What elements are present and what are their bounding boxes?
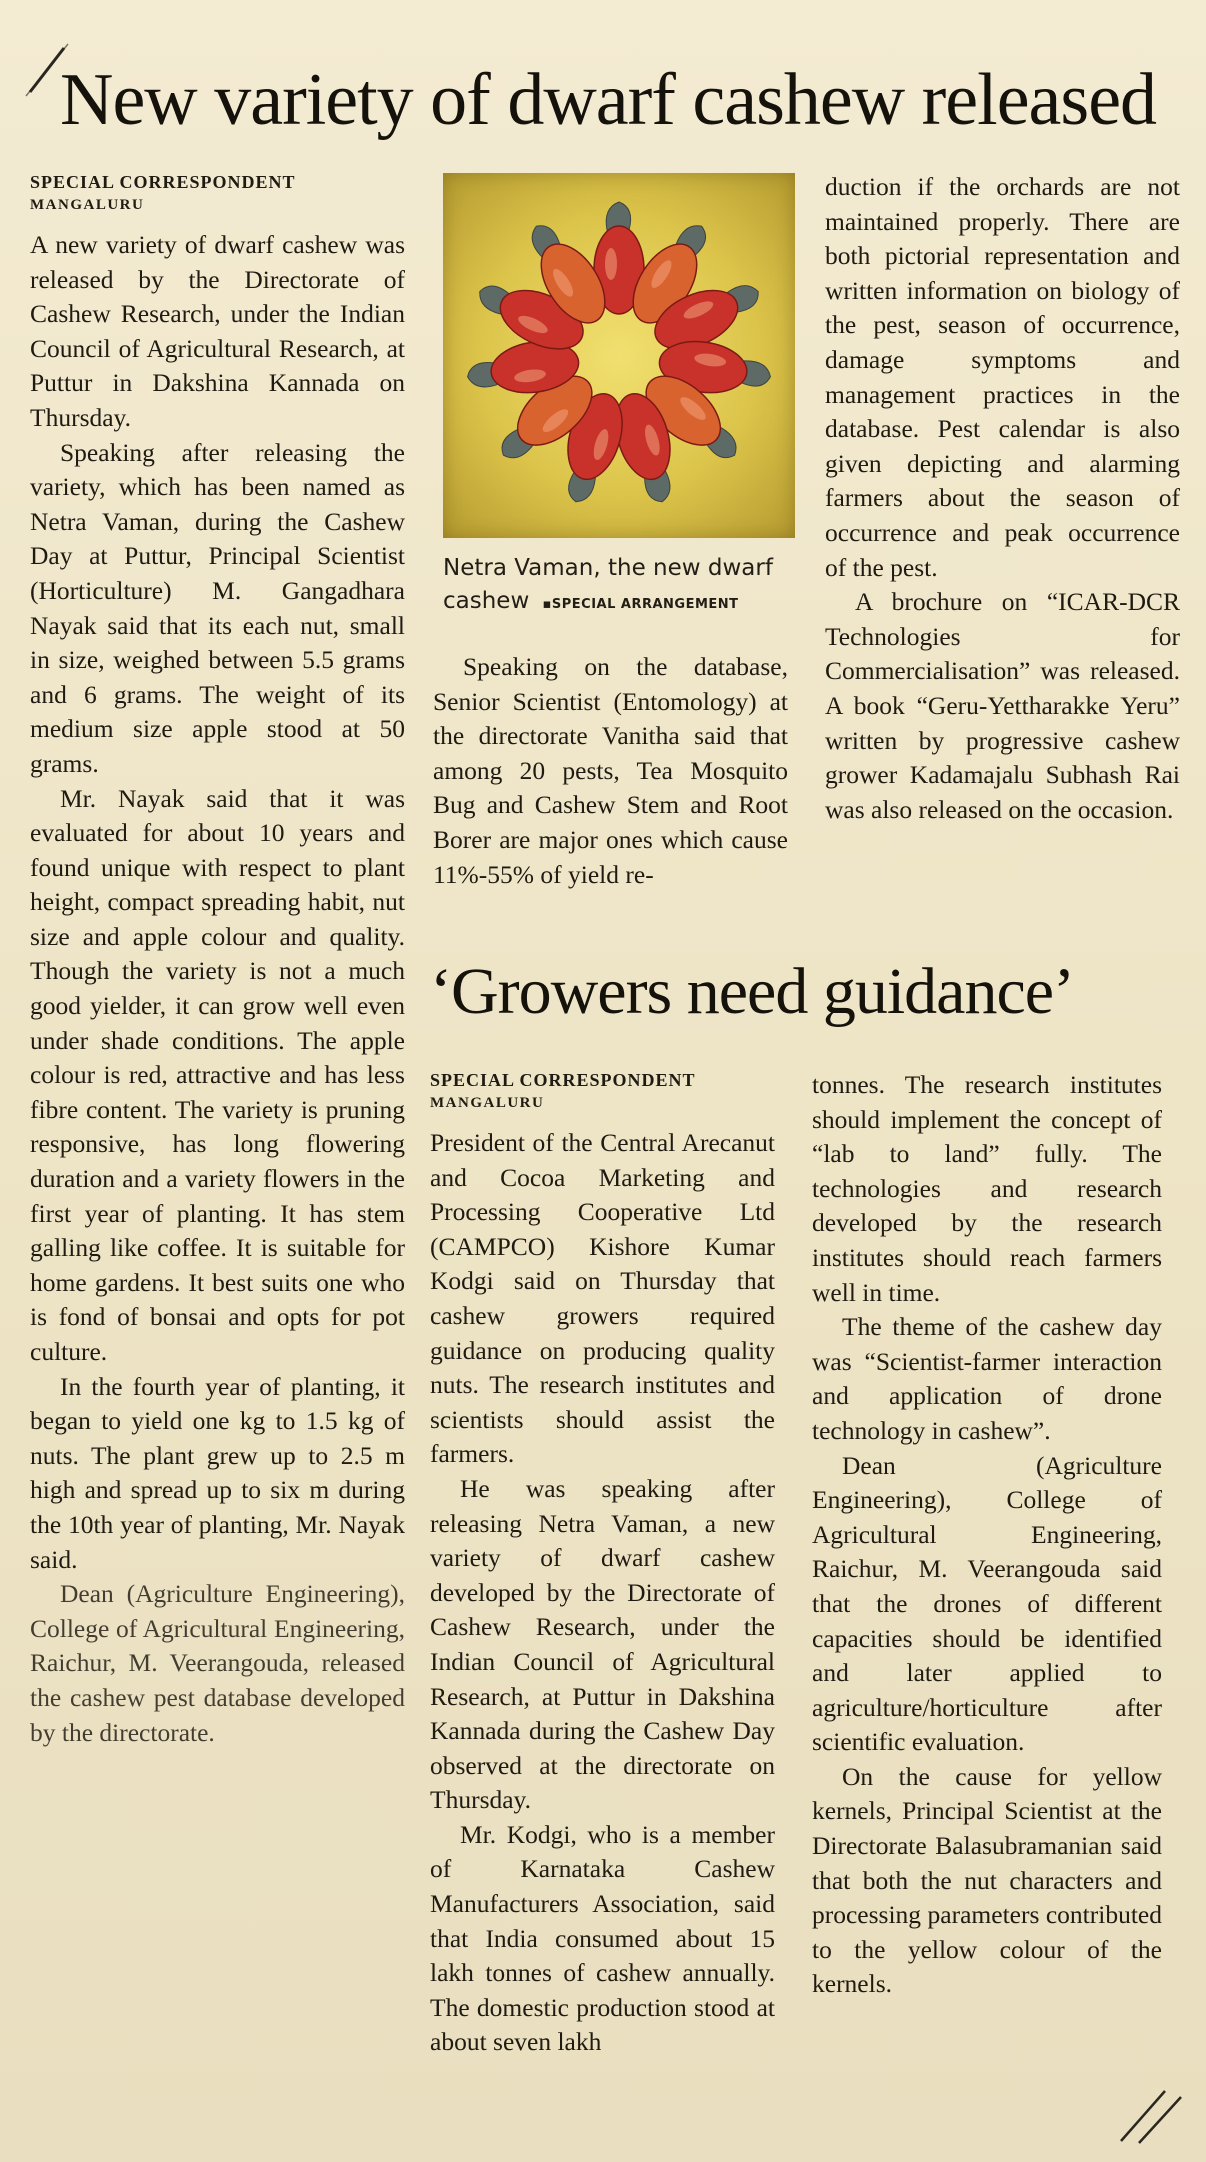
paragraph: tonnes. The research institutes should implement the concept of “lab to land” fully. The technologies and research developed by the research institutes should reach farmers well in time.: [812, 1070, 1162, 1307]
paragraph: Mr. Kodgi, who is a member of Karnataka Cashew Manufacturers Association, said that India consumed about 15 lakh tonnes of cashew annually. The domestic production stood at about seven lakh: [430, 1819, 775, 2057]
paragraph: Speaking after releasing the variety, which has been named as Netra Vaman, during the Cashew Day at Puttur, Principal Scientist (Horticulture) M. Gangadhara Nayak said that its each nut, small in size, weighed between 5.5 grams and 6 grams. The weight of its medium size apple stood at 50 grams.: [30, 437, 405, 778]
paragraph: Dean (Agriculture Engineering), College of Agricultural Engineering, Raichur, M. Veerangouda said that the drones of different capacities should be identified and later applied to agriculture/horticulture after scientific evaluation.: [812, 1450, 1162, 1757]
article1-column3: [825, 170, 1180, 827]
headline: New variety of dwarf cashew released: [60, 59, 1157, 141]
paragraph: Mr. Nayak said that it was evaluated for about 10 years and found unique with respect to plant height, compact spreading habit, nut size and apple colour and quality. Though the variety is not a much good yielder, it can grow well even under shade conditions. The apple colour is red, attractive and has less fibre content. The variety is pruning responsive, has long flowering duration and a variety flowers in the first year of planting. It has stem galling like coffee. It is suitable for home gardens. It best suits one who is fond of bonsai and opts for pot culture.: [30, 783, 405, 1366]
article1-column1: [30, 170, 405, 1750]
paragraph: duction if the orchards are not maintained properly. There are both pictorial representation and written information on biology of the pest, season of occurrence, damage symptoms and management practices in the database. Pest calendar is also given depicting and alarming farmers about the season of occurrence and peak occurrence of the pest.: [825, 172, 1180, 582]
byline: SPECIAL CORRESPONDENT: [30, 172, 296, 192]
paragraph: President of the Central Arecanut and Cocoa Marketing and Processing Cooperative Ltd (CAMPCO) Kishore Kumar Kodgi said on Thursday that cashew growers required guidance on producing quality nuts. The research institutes and scientists should assist the farmers.: [430, 1128, 775, 1469]
pen-mark-icon: [1115, 2085, 1185, 2145]
paragraph: Speaking on the database, Senior Scientist (Entomology) at the directorate Vanitha said that among 20 pests, Tea Mosquito Bug and Cashew Stem and Root Borer are major ones which cause 11%-55% of yield re-: [433, 652, 788, 889]
caption-text: Netra Vaman, the new dwarf cashew: [443, 555, 773, 614]
article2-column2: [430, 1068, 775, 2060]
dateline: MANGALURU: [30, 197, 145, 213]
photo-credit: ▪SPECIAL ARRANGEMENT: [542, 597, 739, 612]
cashew-photo: [443, 173, 795, 538]
paragraph: In the fourth year of planting, it began to yield one kg to 1.5 kg of nuts. The plant grew up to 2.5 m high and spread up to six m during the 10th year of planting, Mr. Nayak said.: [30, 1371, 405, 1574]
headline-growers-need-guidance: ‘Growers need guidance’: [430, 955, 1075, 1028]
article2-column3: [812, 1068, 1162, 2002]
photo-caption: [443, 552, 803, 621]
paragraph: He was speaking after releasing Netra Vaman, a new variety of dwarf cashew developed by the Directorate of Cashew Research, under the Indian Council of Agricultural Research, at Puttur in Dakshina Kannada during the Cashew Day observed at the directorate on Thursday.: [430, 1473, 775, 1815]
paragraph: On the cause for yellow kernels, Principal Scientist at the Directorate Balasubramanian said that both the nut characters and processing parameters contributed to the yellow colour of the kernels.: [812, 1761, 1162, 1999]
paragraph: A brochure on “ICAR-DCR Technologies for Commercialisation” was released. A book “Geru-Yettharakke Yeru” written by progressive cashew grower Kadamajalu Subhash Rai was also released on the occasion.: [825, 587, 1180, 824]
paragraph: The theme of the cashew day was “Scientist-farmer interaction and application of drone technology in cashew”.: [812, 1312, 1162, 1445]
paragraph: Dean (Agriculture Engineering), College of Agricultural Engineering, Raichur, M. Veerangouda, released the cashew pest database developed by the directorate.: [30, 1579, 405, 1747]
paragraph: A new variety of dwarf cashew was released by the Directorate of Cashew Research, under the Indian Council of Agricultural Research, at Puttur in Dakshina Kannada on Thursday.: [30, 230, 405, 432]
article1-column2: [433, 650, 788, 892]
byline: SPECIAL CORRESPONDENT: [430, 1070, 696, 1090]
cashew-arrangement-image: [443, 173, 795, 538]
dateline: MANGALURU: [430, 1095, 545, 1111]
